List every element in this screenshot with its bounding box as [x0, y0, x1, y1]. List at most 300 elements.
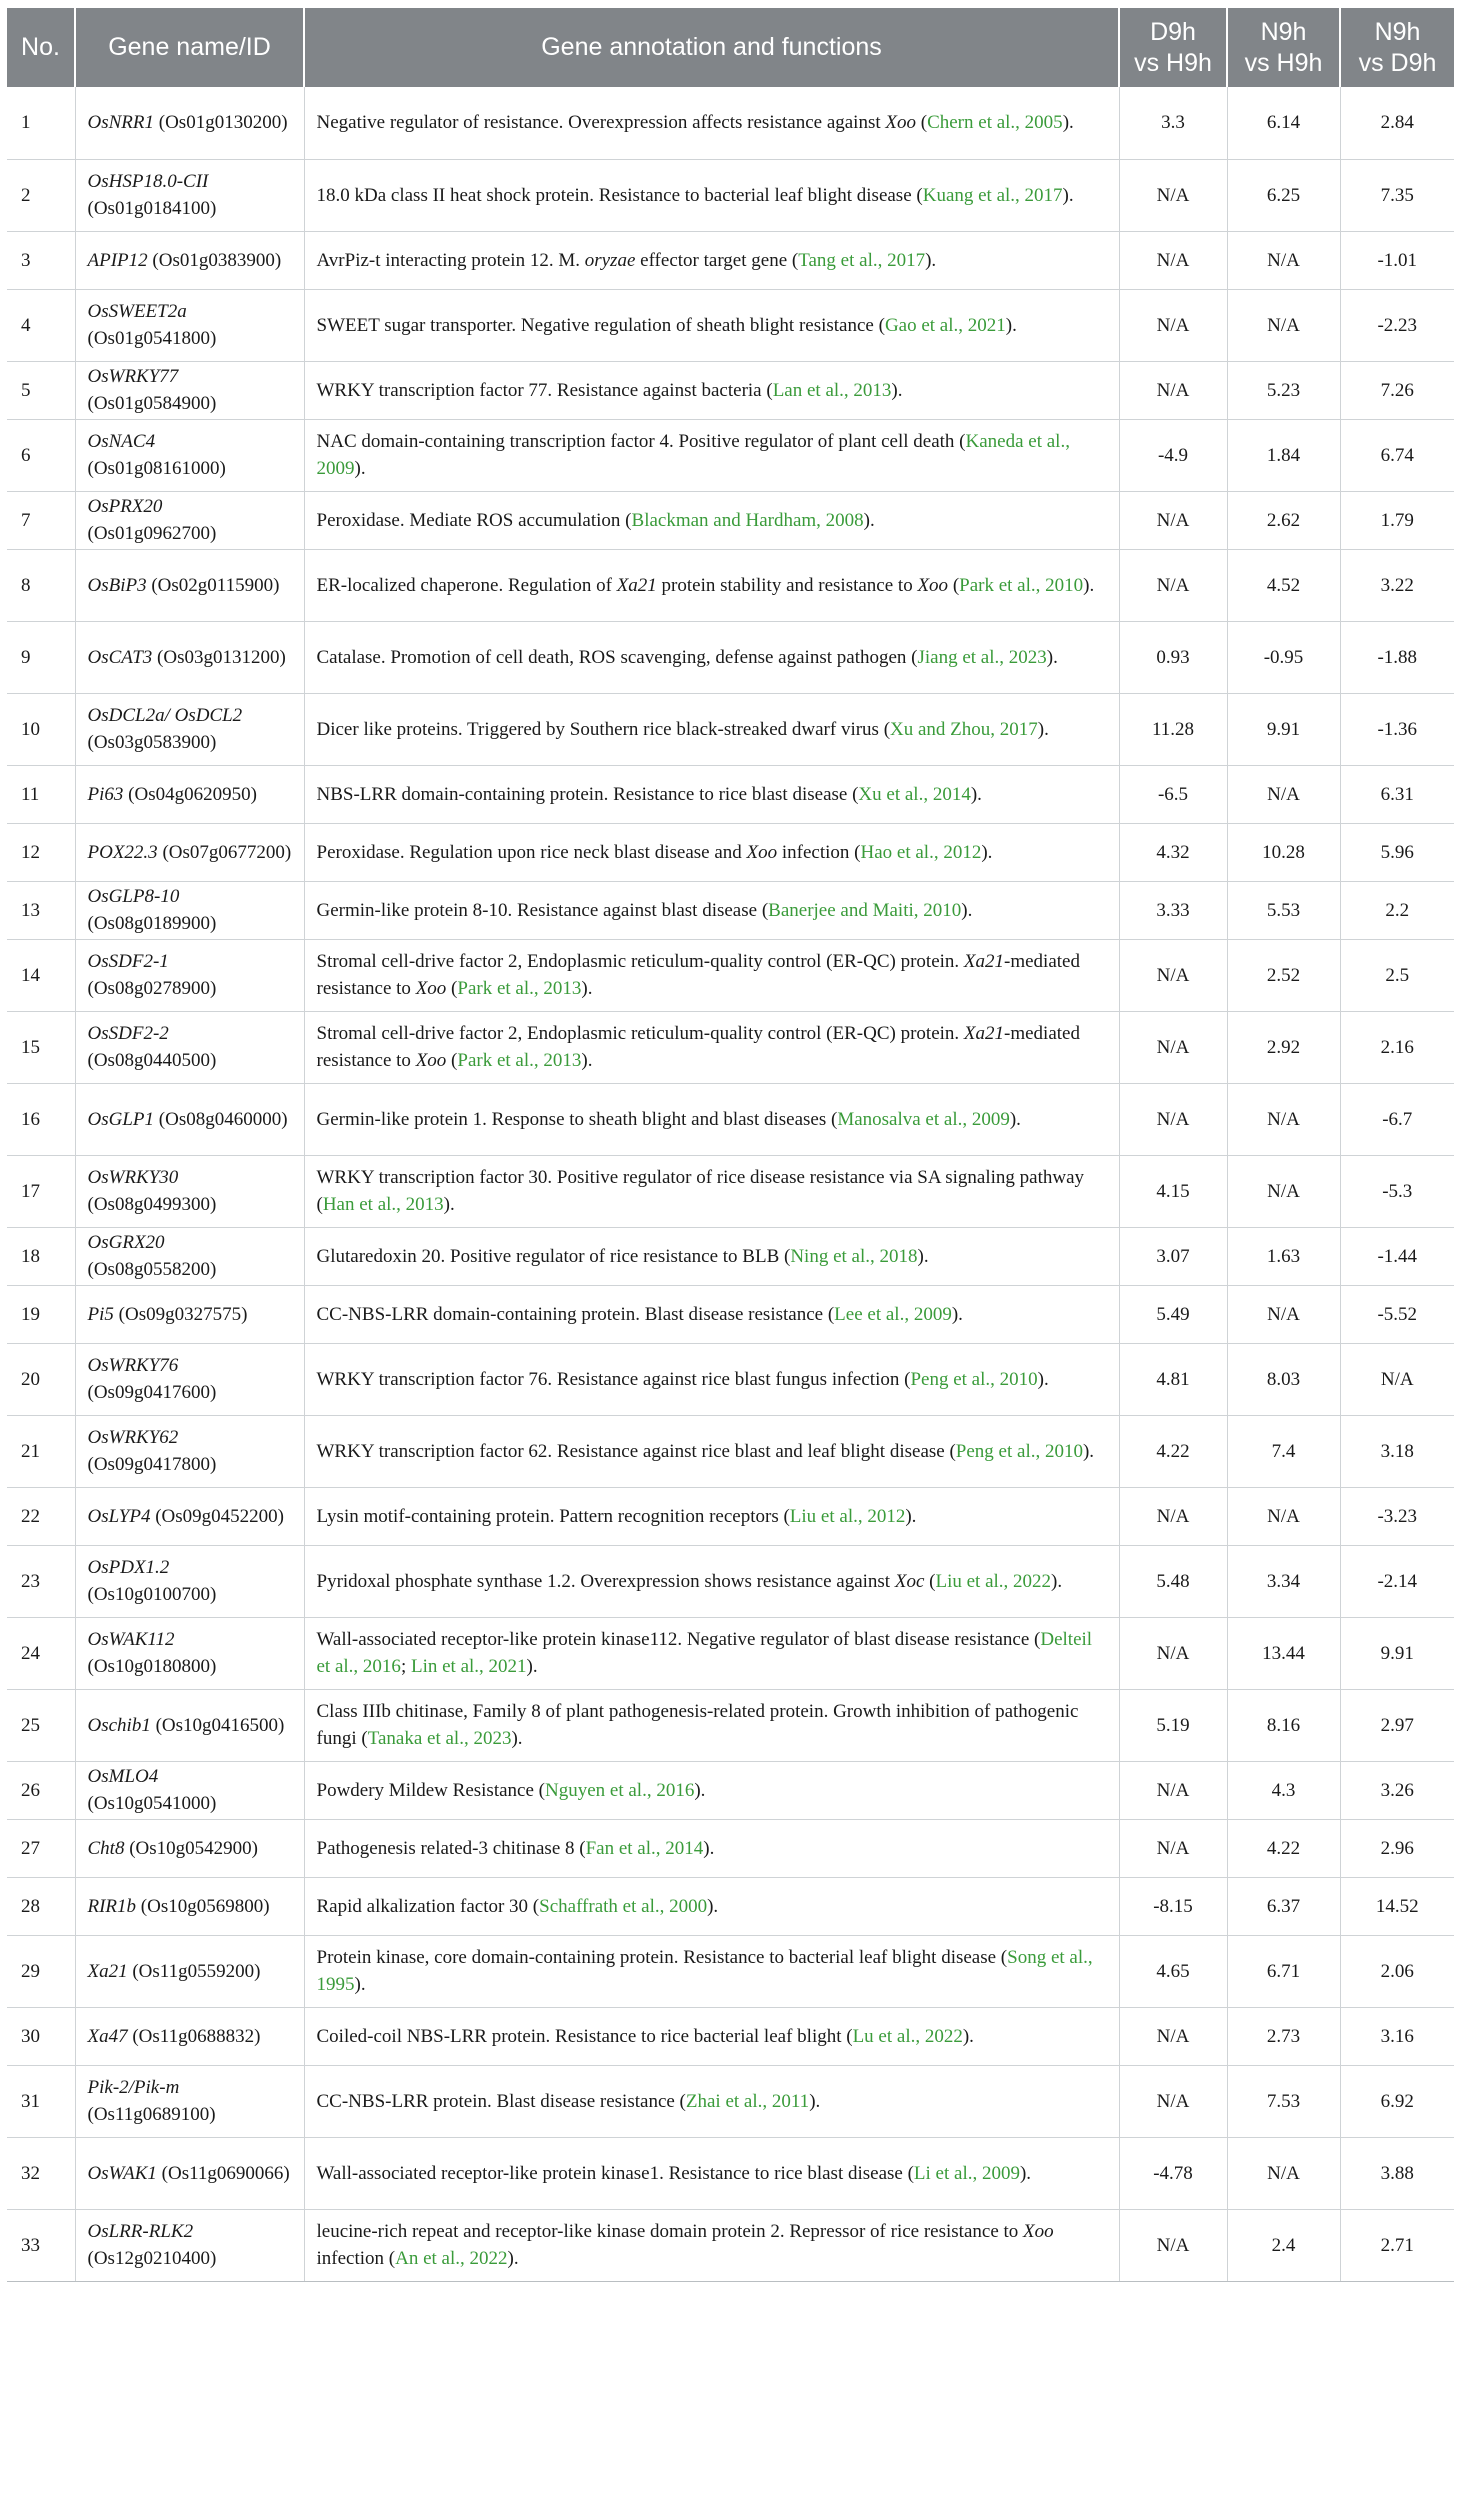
gene-table-container [7, 8, 1454, 2282]
gene-annotation [304, 1487, 1119, 1545]
row-number: 19 [7, 1285, 75, 1343]
value-n9h-vs-h9h: 9.91 [1227, 693, 1340, 765]
citation-link[interactable]: Zhai et al., 2011 [685, 2090, 810, 2112]
citation-link[interactable]: Lee et al., 2009 [834, 1303, 952, 1325]
value-n9h-vs-d9h: -2.14 [1340, 1545, 1454, 1617]
value-d9h-vs-h9h: N/A [1119, 231, 1227, 289]
annotation-text: Coiled-coil NBS-LRR protein. Resistance to rice bacterial leaf blight ( [316, 2025, 853, 2047]
gene-cell [75, 491, 304, 549]
gene-cell [75, 621, 304, 693]
gene-cell [75, 1819, 304, 1877]
value-n9h-vs-h9h: 2.92 [1227, 1011, 1340, 1083]
gene-name: OsWRKY30 [87, 1167, 179, 1188]
gene-annotation [304, 1083, 1119, 1155]
gene-id: (Os11g0559200) [132, 1960, 261, 1982]
gene-name: Pi5 [87, 1303, 114, 1325]
row-number: 4 [7, 289, 75, 361]
annotation-text: Dicer like proteins. Triggered by Southern rice black-streaked dwarf virus ( [316, 718, 891, 740]
gene-annotation [304, 1155, 1119, 1227]
gene-name: OsLRR-RLK2 [87, 2221, 194, 2242]
italic-term: oryzae [584, 249, 636, 271]
annotation-text: ( [924, 1570, 936, 1592]
annotation-text: WRKY transcription factor 30. Positive regulator of rice disease resistance via SA signaling pathway ( [316, 1167, 1085, 1215]
citation-link[interactable]: Banerjee and Maiti, 2010 [768, 899, 962, 921]
citation-link[interactable]: An et al., 2022 [395, 2248, 508, 2269]
gene-annotation [304, 881, 1119, 939]
value-n9h-vs-d9h: -1.44 [1340, 1227, 1454, 1285]
value-n9h-vs-d9h: 2.97 [1340, 1689, 1454, 1761]
value-d9h-vs-h9h: 4.22 [1119, 1415, 1227, 1487]
value-d9h-vs-h9h: N/A [1119, 159, 1227, 231]
annotation-text: Germin-like protein 8-10. Resistance against blast disease ( [316, 899, 769, 921]
value-d9h-vs-h9h: N/A [1119, 2007, 1227, 2065]
table-row [7, 419, 1454, 491]
annotation-text: 18.0 kDa class II heat shock protein. Resistance to bacterial leaf blight disease ( [316, 184, 923, 206]
row-number: 11 [7, 765, 75, 823]
gene-cell [75, 87, 304, 159]
gene-cell [75, 1227, 304, 1285]
value-n9h-vs-d9h: 2.2 [1340, 881, 1454, 939]
gene-id: (Os04g0620950) [128, 783, 257, 805]
gene-annotation [304, 491, 1119, 549]
gene-id: (Os03g0131200) [157, 646, 286, 668]
value-n9h-vs-h9h: N/A [1227, 1285, 1340, 1343]
row-number: 14 [7, 939, 75, 1011]
value-n9h-vs-h9h: N/A [1227, 765, 1340, 823]
citation-link[interactable]: Park et al., 2013 [457, 1050, 582, 1071]
gene-annotation [304, 693, 1119, 765]
value-n9h-vs-d9h: 14.52 [1340, 1877, 1454, 1935]
row-number: 31 [7, 2065, 75, 2137]
citation-link[interactable]: Kaneda et al., 2009 [316, 431, 1070, 479]
gene-id: (Os11g0690066) [161, 2162, 290, 2184]
value-d9h-vs-h9h: 5.19 [1119, 1689, 1227, 1761]
value-n9h-vs-h9h: 3.34 [1227, 1545, 1340, 1617]
table-row [7, 939, 1454, 1011]
value-n9h-vs-d9h: 1.79 [1340, 491, 1454, 549]
annotation-text: Negative regulator of resistance. Overexpression affects resistance against [316, 112, 886, 134]
value-n9h-vs-d9h: 2.84 [1340, 87, 1454, 159]
italic-term: Xoo [415, 1050, 447, 1071]
annotation-text: -mediated resistance to [316, 1023, 1080, 1071]
gene-cell [75, 2209, 304, 2281]
table-row [7, 1689, 1454, 1761]
gene-annotation [304, 289, 1119, 361]
gene-name: OsNAC4 [87, 431, 156, 452]
annotation-text: ). [891, 379, 903, 401]
gene-id: (Os10g0569800) [140, 1895, 270, 1917]
gene-annotation [304, 621, 1119, 693]
gene-annotation [304, 231, 1119, 289]
table-row [7, 491, 1454, 549]
row-number: 7 [7, 491, 75, 549]
citation-link[interactable]: Han et al., 2013 [322, 1194, 444, 1215]
row-number: 18 [7, 1227, 75, 1285]
value-n9h-vs-d9h: 3.16 [1340, 2007, 1454, 2065]
header-n9d-line2: vs D9h [1358, 48, 1437, 77]
value-d9h-vs-h9h: N/A [1119, 1011, 1227, 1083]
gene-cell [75, 1935, 304, 2007]
annotation-text: WRKY transcription factor 76. Resistance against rice blast fungus infection ( [316, 1368, 911, 1390]
table-row [7, 2065, 1454, 2137]
row-number: 28 [7, 1877, 75, 1935]
citation-link[interactable]: Lan et al., 2013 [772, 379, 892, 401]
citation-link[interactable]: Ning et al., 2018 [790, 1245, 918, 1267]
citation-link[interactable]: Jiang et al., 2023 [917, 646, 1047, 668]
annotation-text: ). [1037, 1368, 1049, 1390]
value-d9h-vs-h9h: -4.9 [1119, 419, 1227, 491]
gene-cell [75, 1011, 304, 1083]
table-row [7, 881, 1454, 939]
value-d9h-vs-h9h: N/A [1119, 549, 1227, 621]
value-n9h-vs-d9h: 7.26 [1340, 361, 1454, 419]
header-n9d-line1: N9h [1374, 17, 1421, 46]
gene-cell [75, 1343, 304, 1415]
table-row [7, 1819, 1454, 1877]
row-number: 33 [7, 2209, 75, 2281]
citation-link[interactable]: Hao et al., 2012 [860, 841, 982, 863]
citation-link[interactable]: Gao et al., 2021 [884, 314, 1006, 336]
value-d9h-vs-h9h: 0.93 [1119, 621, 1227, 693]
value-d9h-vs-h9h: 4.65 [1119, 1935, 1227, 2007]
value-d9h-vs-h9h: N/A [1119, 1761, 1227, 1819]
value-n9h-vs-h9h: 6.25 [1227, 159, 1340, 231]
gene-id: (Os09g0417600) [87, 1382, 217, 1403]
gene-annotation [304, 823, 1119, 881]
gene-name: POX22.3 [87, 841, 158, 863]
annotation-text: ). [703, 1837, 715, 1859]
citation-link[interactable]: Tang et al., 2017 [798, 249, 926, 271]
gene-name: OsGLP1 [87, 1108, 155, 1130]
citation-link[interactable]: Xu et al., 2014 [858, 783, 971, 805]
value-d9h-vs-h9h: 3.07 [1119, 1227, 1227, 1285]
italic-term: Xa21 [616, 574, 657, 596]
value-n9h-vs-h9h: 8.03 [1227, 1343, 1340, 1415]
header-n9h-vs-d9h [1340, 8, 1454, 87]
gene-id: (Os01g0541800) [87, 328, 217, 349]
value-n9h-vs-d9h: 2.16 [1340, 1011, 1454, 1083]
annotation-text: ). [443, 1194, 455, 1215]
row-number: 3 [7, 231, 75, 289]
annotation-text: AvrPiz-t interacting protein 12. M. [316, 249, 585, 271]
gene-annotation [304, 1617, 1119, 1689]
gene-name: RIR1b [87, 1895, 137, 1917]
gene-cell [75, 159, 304, 231]
row-number: 6 [7, 419, 75, 491]
annotation-text: ). [511, 1728, 523, 1749]
value-n9h-vs-h9h: 7.53 [1227, 2065, 1340, 2137]
value-n9h-vs-d9h: 3.88 [1340, 2137, 1454, 2209]
gene-name: OsLYP4 [87, 1505, 151, 1527]
annotation-text: Catalase. Promotion of cell death, ROS scavenging, defense against pathogen ( [316, 646, 918, 668]
value-d9h-vs-h9h: N/A [1119, 289, 1227, 361]
value-d9h-vs-h9h: -6.5 [1119, 765, 1227, 823]
gene-name: OsGRX20 [87, 1232, 165, 1253]
gene-id: (Os11g0689100) [87, 2104, 216, 2125]
row-number: 24 [7, 1617, 75, 1689]
value-n9h-vs-h9h: 2.4 [1227, 2209, 1340, 2281]
header-d9h-line2: vs H9h [1134, 48, 1212, 77]
gene-cell [75, 549, 304, 621]
value-n9h-vs-d9h: -1.88 [1340, 621, 1454, 693]
value-n9h-vs-h9h: 8.16 [1227, 1689, 1340, 1761]
gene-name: OsMLO4 [87, 1766, 159, 1787]
value-d9h-vs-h9h: 5.49 [1119, 1285, 1227, 1343]
citation-link[interactable]: Tanaka et al., 2023 [367, 1728, 512, 1749]
gene-cell [75, 693, 304, 765]
value-d9h-vs-h9h: 4.81 [1119, 1343, 1227, 1415]
row-number: 21 [7, 1415, 75, 1487]
value-n9h-vs-d9h: 6.31 [1340, 765, 1454, 823]
value-n9h-vs-d9h: 6.74 [1340, 419, 1454, 491]
value-n9h-vs-h9h: 10.28 [1227, 823, 1340, 881]
value-d9h-vs-h9h: N/A [1119, 1617, 1227, 1689]
gene-annotation [304, 1761, 1119, 1819]
table-row [7, 231, 1454, 289]
annotation-text: ). [863, 509, 875, 531]
gene-id: (Os09g0327575) [118, 1303, 248, 1325]
value-d9h-vs-h9h: N/A [1119, 1487, 1227, 1545]
value-n9h-vs-d9h: 2.06 [1340, 1935, 1454, 2007]
value-n9h-vs-d9h: 6.92 [1340, 2065, 1454, 2137]
value-n9h-vs-h9h: N/A [1227, 2137, 1340, 2209]
annotation-text: ). [581, 1050, 593, 1071]
gene-id: (Os02g0115900) [151, 574, 280, 596]
annotation-text: ). [962, 2025, 974, 2047]
gene-cell [75, 881, 304, 939]
gene-annotation [304, 1689, 1119, 1761]
value-d9h-vs-h9h: 3.33 [1119, 881, 1227, 939]
gene-cell [75, 1415, 304, 1487]
annotation-text: NBS-LRR domain-containing protein. Resistance to rice blast disease ( [316, 783, 859, 805]
citation-link[interactable]: Li et al., 2009 [913, 2162, 1020, 2184]
gene-table [7, 8, 1454, 2282]
value-n9h-vs-d9h: N/A [1340, 1343, 1454, 1415]
gene-name: OsPRX20 [87, 496, 163, 517]
gene-cell [75, 231, 304, 289]
gene-id: (Os01g0584900) [87, 393, 217, 414]
value-n9h-vs-d9h: -5.52 [1340, 1285, 1454, 1343]
gene-name: Xa21 [87, 1960, 128, 1982]
row-number: 10 [7, 693, 75, 765]
table-row [7, 693, 1454, 765]
value-n9h-vs-d9h: 3.18 [1340, 1415, 1454, 1487]
row-number: 23 [7, 1545, 75, 1617]
gene-annotation [304, 939, 1119, 1011]
value-d9h-vs-h9h: -8.15 [1119, 1877, 1227, 1935]
table-row [7, 2209, 1454, 2281]
row-number: 5 [7, 361, 75, 419]
annotation-text: Wall-associated receptor-like protein kinase112. Negative regulator of blast disease resistance ( [316, 1629, 1041, 1650]
value-d9h-vs-h9h: -4.78 [1119, 2137, 1227, 2209]
gene-annotation [304, 1819, 1119, 1877]
citation-link[interactable]: Delteil et al., 2016 [316, 1629, 1093, 1677]
gene-id: (Os10g0100700) [87, 1584, 217, 1605]
row-number: 32 [7, 2137, 75, 2209]
value-d9h-vs-h9h: 5.48 [1119, 1545, 1227, 1617]
gene-name: OsWAK112 [87, 1629, 175, 1650]
italic-term: Xoo [415, 978, 447, 999]
row-number: 26 [7, 1761, 75, 1819]
citation-link[interactable]: Peng et al., 2010 [910, 1368, 1038, 1390]
gene-id: (Os08g0558200) [87, 1259, 217, 1280]
value-d9h-vs-h9h: 11.28 [1119, 693, 1227, 765]
row-number: 13 [7, 881, 75, 939]
value-n9h-vs-h9h: 6.37 [1227, 1877, 1340, 1935]
gene-cell [75, 1617, 304, 1689]
annotation-text: ). [961, 899, 973, 921]
table-row [7, 289, 1454, 361]
row-number: 25 [7, 1689, 75, 1761]
citation-link[interactable]: Lin et al., 2021 [410, 1656, 527, 1677]
value-n9h-vs-h9h: N/A [1227, 289, 1340, 361]
table-row [7, 1227, 1454, 1285]
table-row [7, 1761, 1454, 1819]
italic-term: Xoo [746, 841, 778, 863]
value-n9h-vs-h9h: N/A [1227, 1083, 1340, 1155]
citation-link[interactable]: Nguyen et al., 2016 [544, 1779, 695, 1801]
gene-cell [75, 1877, 304, 1935]
value-n9h-vs-d9h: -3.23 [1340, 1487, 1454, 1545]
gene-annotation [304, 549, 1119, 621]
value-n9h-vs-d9h: 2.5 [1340, 939, 1454, 1011]
gene-annotation [304, 1343, 1119, 1415]
gene-cell [75, 289, 304, 361]
value-n9h-vs-d9h: 2.71 [1340, 2209, 1454, 2281]
gene-name: OsSWEET2a [87, 301, 187, 322]
annotation-text: Lysin motif-containing protein. Pattern recognition receptors ( [316, 1505, 790, 1527]
table-row [7, 549, 1454, 621]
gene-id: (Os01g0383900) [152, 249, 282, 271]
annotation-text: ; [400, 1656, 411, 1677]
value-n9h-vs-d9h: 3.22 [1340, 549, 1454, 621]
value-n9h-vs-d9h: -6.7 [1340, 1083, 1454, 1155]
annotation-text: ). [809, 2090, 821, 2112]
citation-link[interactable]: Park et al., 2013 [457, 978, 582, 999]
gene-name: OsWRKY76 [87, 1355, 179, 1376]
gene-cell [75, 1487, 304, 1545]
gene-id: (Os11g0688832) [132, 2025, 261, 2047]
header-n9h-line1: N9h [1260, 17, 1307, 46]
annotation-text: infection ( [777, 841, 861, 863]
citation-link[interactable]: Xu and Zhou, 2017 [890, 718, 1038, 740]
annotation-text: ( [948, 574, 960, 596]
citation-link[interactable]: Liu et al., 2022 [935, 1570, 1052, 1592]
gene-name: OsSDF2-1 [87, 951, 169, 972]
gene-name: OsBiP3 [87, 574, 147, 596]
gene-id: (Os01g0130200) [158, 112, 288, 134]
annotation-text: effector target gene ( [635, 249, 799, 271]
annotation-text: ). [707, 1895, 719, 1917]
value-d9h-vs-h9h: 4.15 [1119, 1155, 1227, 1227]
value-n9h-vs-h9h: 6.14 [1227, 87, 1340, 159]
annotation-text: ). [526, 1656, 538, 1677]
annotation-text: Peroxidase. Mediate ROS accumulation ( [316, 509, 632, 531]
gene-annotation [304, 2007, 1119, 2065]
citation-link[interactable]: Kuang et al., 2017 [922, 184, 1063, 206]
row-number: 17 [7, 1155, 75, 1227]
gene-annotation [304, 1227, 1119, 1285]
citation-link[interactable]: Fan et al., 2014 [585, 1837, 704, 1859]
italic-term: Xoc [894, 1570, 925, 1592]
gene-annotation [304, 419, 1119, 491]
citation-link[interactable]: Lu et al., 2022 [852, 2025, 963, 2047]
table-row [7, 1011, 1454, 1083]
value-n9h-vs-h9h: -0.95 [1227, 621, 1340, 693]
annotation-text: Rapid alkalization factor 30 ( [316, 1895, 540, 1917]
value-n9h-vs-h9h: 5.53 [1227, 881, 1340, 939]
header-d9h-line1: D9h [1150, 17, 1196, 46]
value-d9h-vs-h9h: N/A [1119, 939, 1227, 1011]
citation-link[interactable]: Manosalva et al., 2009 [837, 1108, 1010, 1130]
table-row [7, 1415, 1454, 1487]
header-n9h-vs-h9h [1227, 8, 1340, 87]
value-n9h-vs-h9h: 4.22 [1227, 1819, 1340, 1877]
citation-link[interactable]: Chern et al., 2005 [927, 112, 1063, 134]
table-row [7, 765, 1454, 823]
row-number: 9 [7, 621, 75, 693]
annotation-text: ). [981, 841, 993, 863]
citation-link[interactable]: Song et al., 1995 [316, 1947, 1093, 1995]
gene-annotation [304, 1935, 1119, 2007]
gene-name: OsWRKY77 [87, 366, 179, 387]
gene-id: (Os01g0962700) [87, 523, 217, 544]
citation-link[interactable]: Blackman and Hardham, 2008 [631, 509, 864, 531]
annotation-text: Pathogenesis related-3 chitinase 8 ( [316, 1837, 586, 1859]
row-number: 29 [7, 1935, 75, 2007]
value-n9h-vs-h9h: 7.4 [1227, 1415, 1340, 1487]
annotation-text: ). [1062, 184, 1074, 206]
gene-id: (Os01g08161000) [87, 458, 226, 479]
citation-link[interactable]: Liu et al., 2012 [789, 1505, 906, 1527]
gene-annotation [304, 361, 1119, 419]
header-annotation: Gene annotation and functions [304, 8, 1119, 87]
annotation-text: ). [951, 1303, 963, 1325]
annotation-text: ). [1009, 1108, 1021, 1130]
value-n9h-vs-h9h: 1.84 [1227, 419, 1340, 491]
gene-name: OsWAK1 [87, 2162, 157, 2184]
gene-id: (Os08g0278900) [87, 978, 217, 999]
citation-link[interactable]: Park et al., 2010 [959, 574, 1084, 596]
row-number: 1 [7, 87, 75, 159]
annotation-text: Wall-associated receptor-like protein kinase1. Resistance to rice blast disease ( [316, 2162, 914, 2184]
table-row [7, 1343, 1454, 1415]
annotation-text: ). [1051, 1570, 1063, 1592]
gene-annotation [304, 1877, 1119, 1935]
gene-annotation [304, 765, 1119, 823]
gene-annotation [304, 1011, 1119, 1083]
citation-link[interactable]: Schaffrath et al., 2000 [539, 1895, 708, 1917]
value-n9h-vs-h9h: 4.3 [1227, 1761, 1340, 1819]
value-n9h-vs-h9h: 4.52 [1227, 549, 1340, 621]
citation-link[interactable]: Peng et al., 2010 [955, 1440, 1083, 1462]
gene-name: OsPDX1.2 [87, 1557, 170, 1578]
table-row [7, 87, 1454, 159]
gene-cell [75, 823, 304, 881]
annotation-text: ). [354, 1974, 366, 1995]
table-row [7, 2007, 1454, 2065]
annotation-text: Peroxidase. Regulation upon rice neck blast disease and [316, 841, 747, 863]
annotation-text: ). [1019, 2162, 1032, 2184]
gene-id: (Os10g0416500) [155, 1714, 285, 1736]
annotation-text: infection ( [316, 2248, 396, 2269]
annotation-text: ). [1046, 646, 1058, 668]
value-d9h-vs-h9h: N/A [1119, 361, 1227, 419]
annotation-text: ( [446, 978, 458, 999]
table-row [7, 1545, 1454, 1617]
gene-id: (Os12g0210400) [87, 2248, 217, 2269]
gene-id: (Os03g0583900) [87, 732, 217, 753]
